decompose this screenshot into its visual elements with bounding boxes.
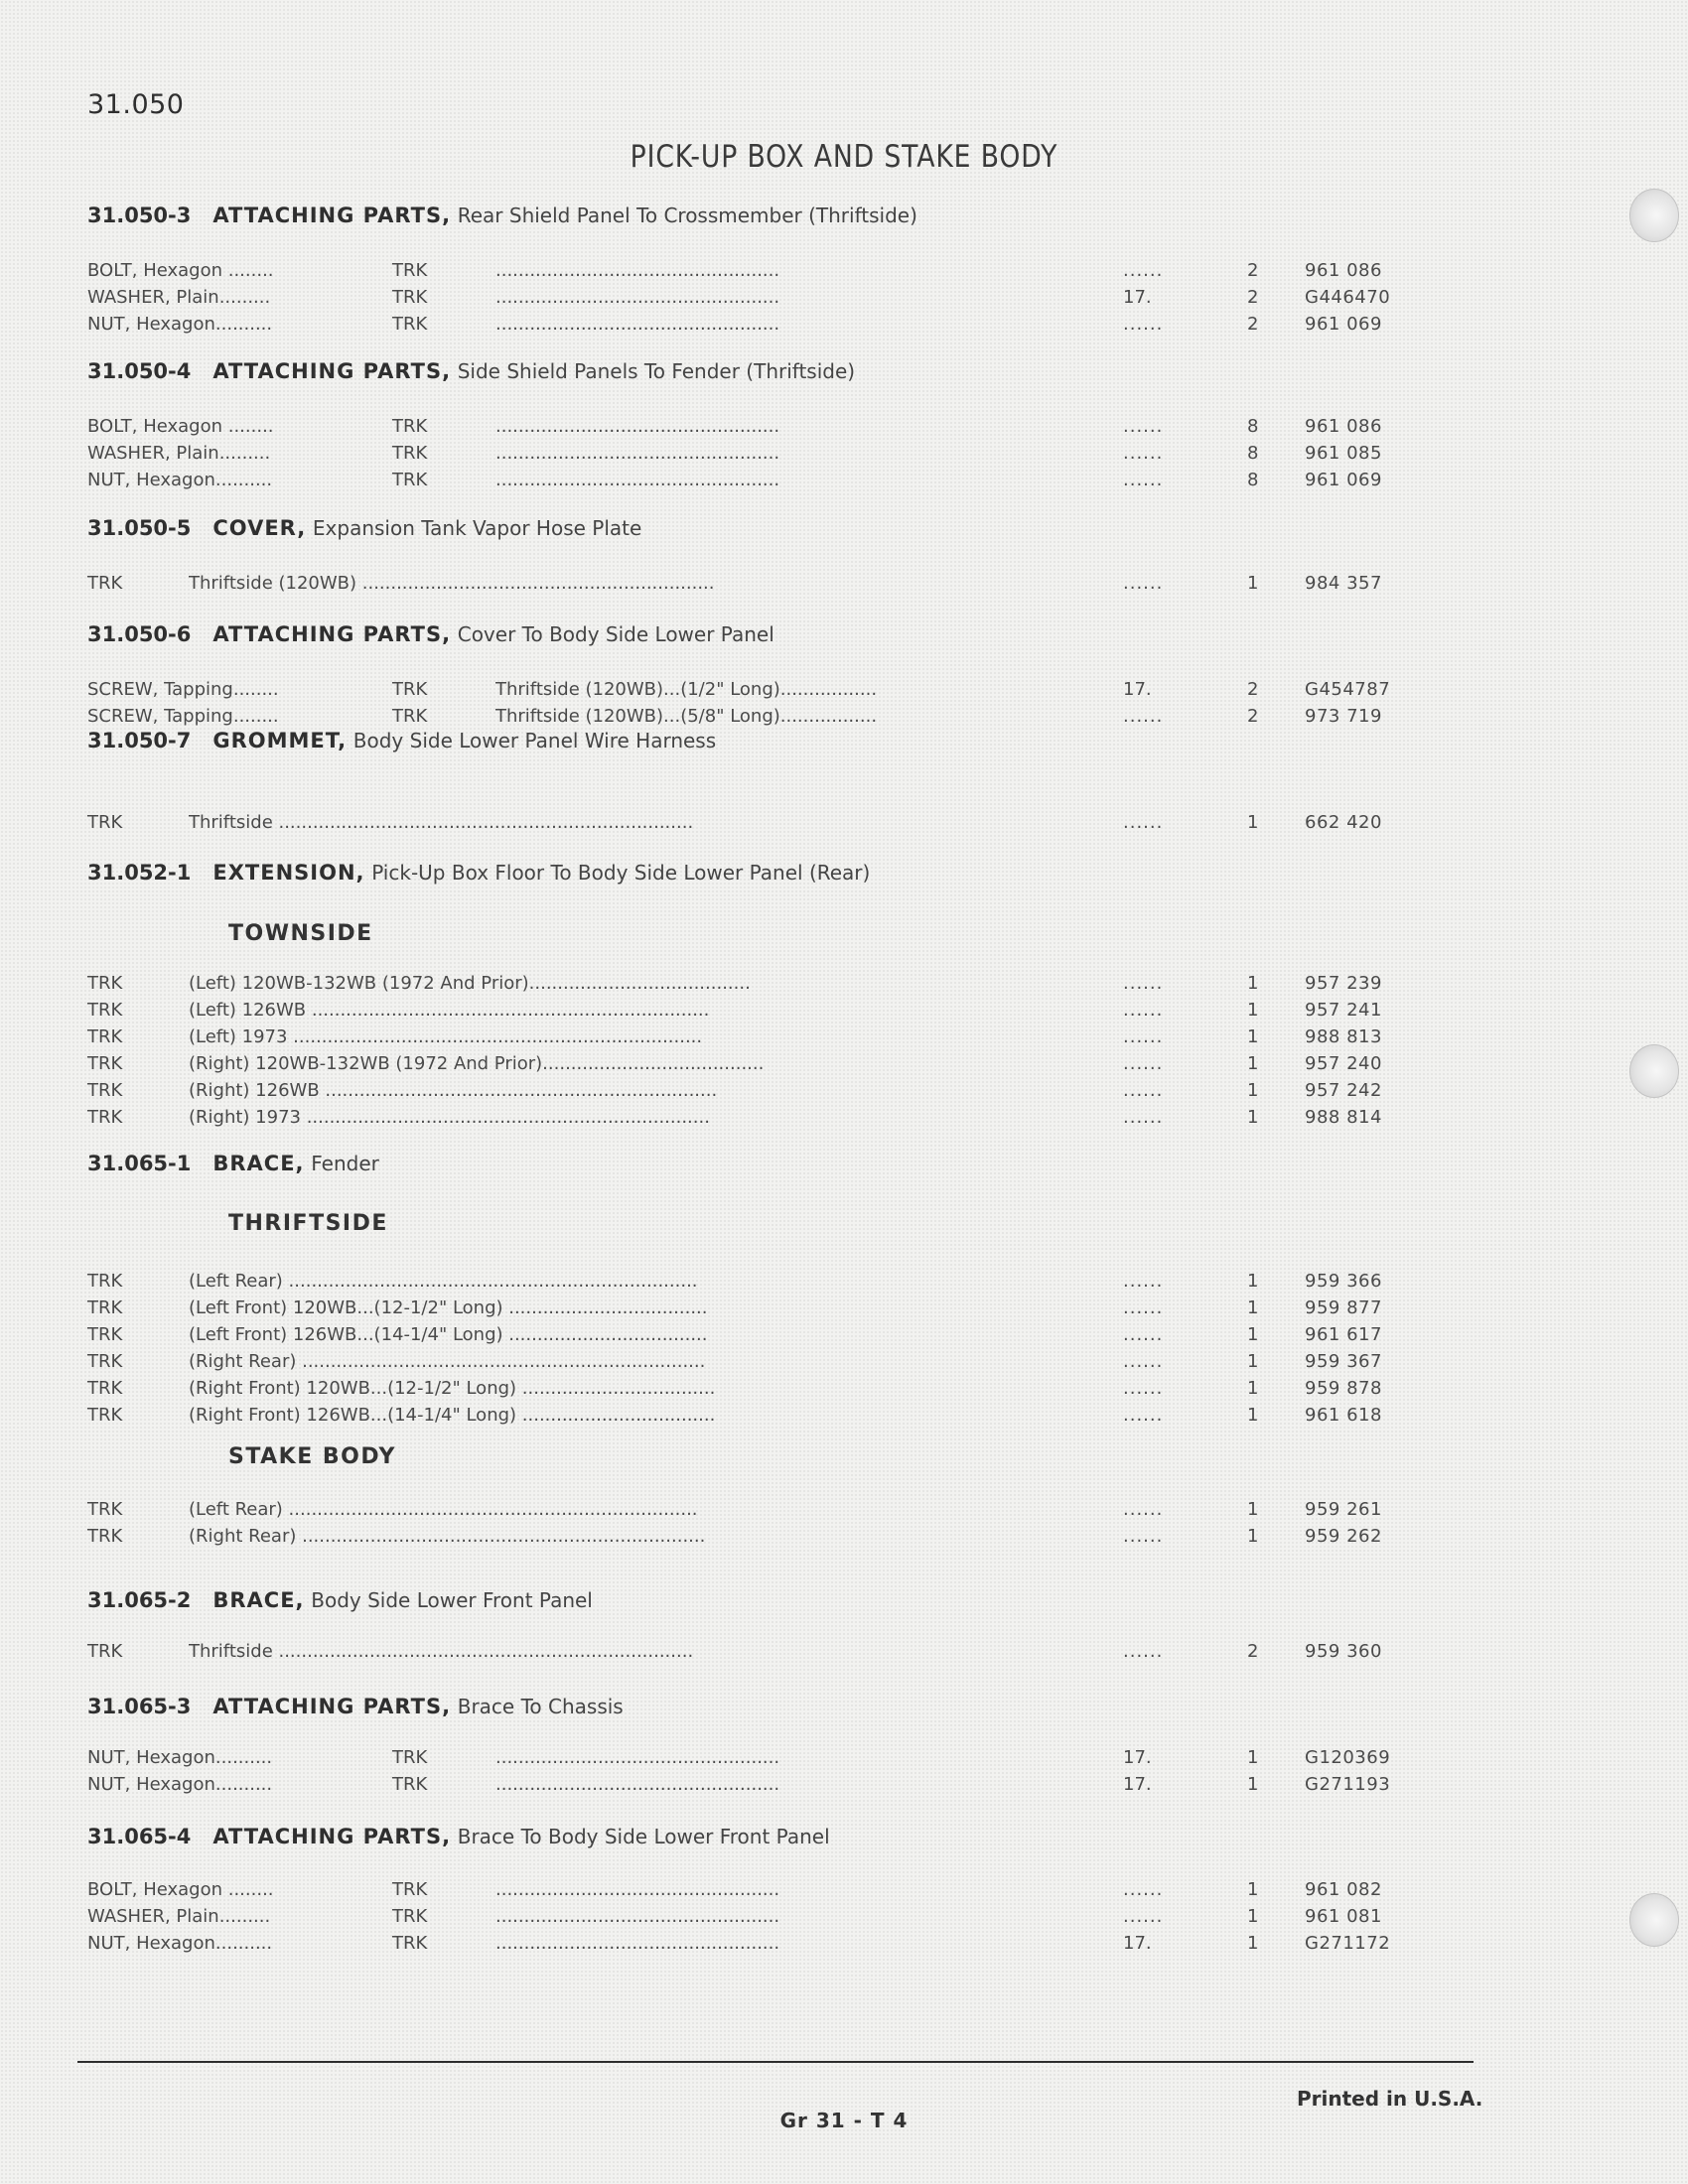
- reference-code: ......: [1123, 1324, 1164, 1345]
- section-heading: [87, 204, 917, 233]
- part-number: 988 813: [1305, 1026, 1382, 1047]
- table-row: [87, 416, 1418, 443]
- quantity: 1: [1247, 1053, 1259, 1074]
- table-row: [87, 1378, 1418, 1405]
- section-description: Body Side Lower Panel Wire Harness: [352, 729, 717, 752]
- part-number: G271193: [1305, 1774, 1391, 1795]
- reference-code: ......: [1123, 314, 1164, 335]
- part-number: 957 240: [1305, 1053, 1382, 1074]
- part-number: 959 877: [1305, 1297, 1382, 1318]
- part-description: ..................................................: [495, 1933, 780, 1954]
- quantity: 1: [1247, 1271, 1259, 1292]
- part-number: G120369: [1305, 1747, 1391, 1768]
- footer-divider: [77, 2061, 1474, 2063]
- quantity: 1: [1247, 1906, 1259, 1927]
- part-description: (Right Rear) .......................................................................: [189, 1351, 706, 1372]
- model-code: TRK: [87, 1297, 123, 1318]
- reference-code: ......: [1123, 1107, 1164, 1128]
- part-description: (Right) 120WB-132WB (1972 And Prior).......................................: [189, 1053, 765, 1074]
- model-code: TRK: [87, 1324, 123, 1345]
- part-number: 959 262: [1305, 1526, 1382, 1547]
- table-row: [87, 1526, 1418, 1553]
- section-heading: [87, 359, 855, 389]
- model-code: TRK: [392, 1933, 428, 1954]
- part-description: (Right Rear) .......................................................................: [189, 1526, 706, 1547]
- section-name: BRACE,: [212, 1152, 305, 1175]
- section-heading: [87, 1825, 830, 1854]
- part-number: 662 420: [1305, 812, 1382, 833]
- quantity: 1: [1247, 1378, 1259, 1399]
- reference-code: ......: [1123, 1026, 1164, 1047]
- part-number: 959 261: [1305, 1499, 1382, 1520]
- section-code: 31.052-1: [87, 861, 192, 885]
- part-description: ..................................................: [495, 1747, 780, 1768]
- quantity: 2: [1247, 1641, 1259, 1662]
- quantity: 8: [1247, 416, 1259, 437]
- quantity: 1: [1247, 1526, 1259, 1547]
- table-row: [87, 679, 1418, 706]
- part-name: SCREW, Tapping........: [87, 706, 279, 727]
- quantity: 2: [1247, 314, 1259, 335]
- reference-code: 17.: [1123, 1774, 1152, 1795]
- model-code: TRK: [87, 1107, 123, 1128]
- table-row: [87, 1774, 1418, 1801]
- part-description: (Left Front) 120WB...(12-1/2" Long) ...................................: [189, 1297, 708, 1318]
- part-number: 957 242: [1305, 1080, 1382, 1101]
- part-description: ..................................................: [495, 260, 780, 281]
- quantity: 2: [1247, 287, 1259, 308]
- section-name: ATTACHING PARTS,: [212, 622, 452, 646]
- quantity: 1: [1247, 1933, 1259, 1954]
- binder-hole: [1629, 1044, 1679, 1098]
- model-code: TRK: [87, 573, 123, 594]
- reference-code: ......: [1123, 1080, 1164, 1101]
- part-description: (Left) 120WB-132WB (1972 And Prior).......................................: [189, 973, 751, 994]
- table-row: [87, 1351, 1418, 1378]
- part-name: WASHER, Plain.........: [87, 287, 271, 308]
- part-description: (Left) 1973 ........................................................................: [189, 1026, 703, 1047]
- table-row: [87, 1271, 1418, 1297]
- section-code: 31.065-2: [87, 1588, 192, 1612]
- table-row: [87, 1641, 1418, 1668]
- reference-code: ......: [1123, 1641, 1164, 1662]
- part-number: 957 241: [1305, 1000, 1382, 1021]
- reference-code: ......: [1123, 1053, 1164, 1074]
- section-description: Pick-Up Box Floor To Body Side Lower Panel (Rear): [371, 861, 871, 885]
- model-code: TRK: [87, 1000, 123, 1021]
- section-code: 31.065-4: [87, 1825, 192, 1848]
- part-number: 973 719: [1305, 706, 1382, 727]
- table-row: [87, 443, 1418, 470]
- model-code: TRK: [392, 314, 428, 335]
- page-number: 31.050: [87, 89, 185, 120]
- quantity: 1: [1247, 812, 1259, 833]
- section-heading: [87, 1152, 379, 1181]
- model-code: TRK: [392, 287, 428, 308]
- sub-heading: THRIFTSIDE: [228, 1211, 388, 1236]
- quantity: 1: [1247, 973, 1259, 994]
- section-name: ATTACHING PARTS,: [212, 1825, 452, 1848]
- model-code: TRK: [87, 1499, 123, 1520]
- table-row: [87, 1933, 1418, 1960]
- table-row: [87, 287, 1418, 314]
- quantity: 1: [1247, 1351, 1259, 1372]
- part-description: Thriftside .........................................................................: [189, 1641, 694, 1662]
- table-row: [87, 1080, 1418, 1107]
- model-code: TRK: [87, 1080, 123, 1101]
- quantity: 1: [1247, 1000, 1259, 1021]
- section-description: Cover To Body Side Lower Panel: [457, 622, 774, 646]
- part-description: Thriftside .........................................................................: [189, 812, 694, 833]
- quantity: 2: [1247, 706, 1259, 727]
- reference-code: ......: [1123, 706, 1164, 727]
- part-number: G446470: [1305, 287, 1391, 308]
- reference-code: 17.: [1123, 1747, 1152, 1768]
- table-row: [87, 1499, 1418, 1526]
- model-code: TRK: [392, 260, 428, 281]
- reference-code: ......: [1123, 973, 1164, 994]
- quantity: 1: [1247, 1405, 1259, 1426]
- reference-code: ......: [1123, 1526, 1164, 1547]
- part-number: 961 086: [1305, 260, 1382, 281]
- part-number: 961 085: [1305, 443, 1382, 464]
- part-description: ..................................................: [495, 1879, 780, 1900]
- quantity: 1: [1247, 1080, 1259, 1101]
- part-name: BOLT, Hexagon ........: [87, 260, 274, 281]
- part-description: (Right) 126WB .....................................................................: [189, 1080, 718, 1101]
- section-heading: [87, 729, 716, 758]
- part-description: Thriftside (120WB)...(1/2" Long).................: [495, 679, 878, 700]
- model-code: TRK: [392, 1879, 428, 1900]
- part-description: (Right Front) 126WB...(14-1/4" Long) ..................................: [189, 1405, 716, 1426]
- reference-code: 17.: [1123, 679, 1152, 700]
- part-description: ..................................................: [495, 416, 780, 437]
- section-name: BRACE,: [212, 1588, 305, 1612]
- model-code: TRK: [87, 1641, 123, 1662]
- section-code: 31.050-7: [87, 729, 192, 752]
- part-number: 988 814: [1305, 1107, 1382, 1128]
- section-code: 31.050-3: [87, 204, 192, 227]
- table-row: [87, 314, 1418, 341]
- quantity: 8: [1247, 443, 1259, 464]
- quantity: 1: [1247, 1774, 1259, 1795]
- reference-code: ......: [1123, 1499, 1164, 1520]
- quantity: 1: [1247, 1499, 1259, 1520]
- part-name: NUT, Hexagon..........: [87, 1747, 273, 1768]
- reference-code: ......: [1123, 470, 1164, 490]
- part-description: Thriftside (120WB)...(5/8" Long).................: [495, 706, 878, 727]
- model-code: TRK: [87, 1026, 123, 1047]
- table-row: [87, 573, 1418, 600]
- table-row: [87, 973, 1418, 1000]
- quantity: 1: [1247, 1026, 1259, 1047]
- quantity: 2: [1247, 679, 1259, 700]
- table-row: [87, 1000, 1418, 1026]
- section-description: Body Side Lower Front Panel: [311, 1588, 593, 1612]
- section-name: ATTACHING PARTS,: [212, 1695, 452, 1718]
- reference-code: 17.: [1123, 287, 1152, 308]
- part-description: ..................................................: [495, 1906, 780, 1927]
- reference-code: ......: [1123, 1879, 1164, 1900]
- table-row: [87, 1879, 1418, 1906]
- part-name: NUT, Hexagon..........: [87, 470, 273, 490]
- reference-code: ......: [1123, 1297, 1164, 1318]
- part-description: ..................................................: [495, 287, 780, 308]
- section-heading: [87, 622, 774, 652]
- part-description: (Right Front) 120WB...(12-1/2" Long) ..................................: [189, 1378, 716, 1399]
- part-number: 961 069: [1305, 470, 1382, 490]
- reference-code: ......: [1123, 416, 1164, 437]
- section-name: ATTACHING PARTS,: [212, 204, 452, 227]
- reference-code: ......: [1123, 1906, 1164, 1927]
- part-number: 959 367: [1305, 1351, 1382, 1372]
- reference-code: ......: [1123, 1378, 1164, 1399]
- part-number: 961 081: [1305, 1906, 1382, 1927]
- part-number: G271172: [1305, 1933, 1391, 1954]
- reference-code: ......: [1123, 1351, 1164, 1372]
- part-number: 959 360: [1305, 1641, 1382, 1662]
- part-name: NUT, Hexagon..........: [87, 314, 273, 335]
- quantity: 1: [1247, 1324, 1259, 1345]
- section-code: 31.050-5: [87, 516, 192, 540]
- section-description: Rear Shield Panel To Crossmember (Thriftside): [457, 204, 917, 227]
- section-code: 31.050-6: [87, 622, 192, 646]
- part-name: WASHER, Plain.........: [87, 1906, 271, 1927]
- model-code: TRK: [392, 470, 428, 490]
- page-title: PICK-UP BOX AND STAKE BODY: [630, 139, 1058, 175]
- table-row: [87, 1026, 1418, 1053]
- model-code: TRK: [87, 973, 123, 994]
- part-name: SCREW, Tapping........: [87, 679, 279, 700]
- section-description: Fender: [311, 1152, 379, 1175]
- reference-code: ......: [1123, 1271, 1164, 1292]
- section-name: ATTACHING PARTS,: [212, 359, 452, 383]
- quantity: 1: [1247, 1297, 1259, 1318]
- table-row: [87, 812, 1418, 839]
- part-number: 961 617: [1305, 1324, 1382, 1345]
- section-description: Brace To Body Side Lower Front Panel: [457, 1825, 830, 1848]
- section-description: Side Shield Panels To Fender (Thriftside): [457, 359, 856, 383]
- part-number: 959 366: [1305, 1271, 1382, 1292]
- model-code: TRK: [392, 1774, 428, 1795]
- quantity: 2: [1247, 260, 1259, 281]
- reference-code: ......: [1123, 1405, 1164, 1426]
- model-code: TRK: [87, 1351, 123, 1372]
- section-name: COVER,: [212, 516, 307, 540]
- quantity: 8: [1247, 470, 1259, 490]
- table-row: [87, 1747, 1418, 1774]
- part-number: 957 239: [1305, 973, 1382, 994]
- section-heading: [87, 861, 870, 890]
- section-code: 31.065-3: [87, 1695, 192, 1718]
- section-heading: [87, 1588, 593, 1618]
- model-code: TRK: [392, 416, 428, 437]
- model-code: TRK: [392, 679, 428, 700]
- reference-code: ......: [1123, 260, 1164, 281]
- table-row: [87, 470, 1418, 496]
- table-row: [87, 1906, 1418, 1933]
- table-row: [87, 1324, 1418, 1351]
- reference-code: ......: [1123, 443, 1164, 464]
- part-name: NUT, Hexagon..........: [87, 1933, 273, 1954]
- group-code: Gr 31 - T 4: [779, 2109, 909, 2132]
- part-name: BOLT, Hexagon ........: [87, 416, 274, 437]
- binder-hole: [1629, 1893, 1679, 1947]
- reference-code: ......: [1123, 1000, 1164, 1021]
- part-description: (Left) 126WB ......................................................................: [189, 1000, 710, 1021]
- part-description: ..................................................: [495, 470, 780, 490]
- part-description: ..................................................: [495, 1774, 780, 1795]
- part-number: 961 618: [1305, 1405, 1382, 1426]
- part-number: G454787: [1305, 679, 1391, 700]
- quantity: 1: [1247, 1747, 1259, 1768]
- part-name: NUT, Hexagon..........: [87, 1774, 273, 1795]
- model-code: TRK: [87, 1526, 123, 1547]
- model-code: TRK: [392, 1747, 428, 1768]
- reference-code: 17.: [1123, 1933, 1152, 1954]
- part-number: 984 357: [1305, 573, 1382, 594]
- part-number: 959 878: [1305, 1378, 1382, 1399]
- section-name: EXTENSION,: [212, 861, 365, 885]
- section-heading: [87, 1695, 624, 1724]
- printed-in-label: Printed in U.S.A.: [1297, 2087, 1483, 2111]
- model-code: TRK: [87, 1405, 123, 1426]
- part-number: 961 082: [1305, 1879, 1382, 1900]
- part-description: ..................................................: [495, 314, 780, 335]
- binder-hole: [1629, 189, 1679, 242]
- reference-code: ......: [1123, 812, 1164, 833]
- section-description: Brace To Chassis: [457, 1695, 624, 1718]
- model-code: TRK: [87, 1271, 123, 1292]
- quantity: 1: [1247, 1107, 1259, 1128]
- part-description: (Left Rear) ........................................................................: [189, 1499, 698, 1520]
- part-number: 961 086: [1305, 416, 1382, 437]
- section-code: 31.050-4: [87, 359, 192, 383]
- model-code: TRK: [392, 443, 428, 464]
- section-heading: [87, 516, 641, 546]
- part-number: 961 069: [1305, 314, 1382, 335]
- quantity: 1: [1247, 1879, 1259, 1900]
- part-description: ..................................................: [495, 443, 780, 464]
- part-description: (Left Rear) ........................................................................: [189, 1271, 698, 1292]
- sub-heading: STAKE BODY: [228, 1444, 396, 1469]
- part-description: (Right) 1973 .......................................................................: [189, 1107, 710, 1128]
- model-code: TRK: [392, 706, 428, 727]
- part-name: BOLT, Hexagon ........: [87, 1879, 274, 1900]
- model-code: TRK: [87, 1378, 123, 1399]
- section-name: GROMMET,: [212, 729, 348, 752]
- part-description: (Left Front) 126WB...(14-1/4" Long) ...................................: [189, 1324, 708, 1345]
- section-code: 31.065-1: [87, 1152, 192, 1175]
- table-row: [87, 260, 1418, 287]
- reference-code: ......: [1123, 573, 1164, 594]
- table-row: [87, 1297, 1418, 1324]
- model-code: TRK: [87, 1053, 123, 1074]
- table-row: [87, 1405, 1418, 1432]
- quantity: 1: [1247, 573, 1259, 594]
- section-description: Expansion Tank Vapor Hose Plate: [312, 516, 642, 540]
- model-code: TRK: [392, 1906, 428, 1927]
- table-row: [87, 1107, 1418, 1134]
- part-name: WASHER, Plain.........: [87, 443, 271, 464]
- table-row: [87, 1053, 1418, 1080]
- part-description: Thriftside (120WB) ..............................................................: [189, 573, 715, 594]
- sub-heading: TOWNSIDE: [228, 921, 373, 946]
- model-code: TRK: [87, 812, 123, 833]
